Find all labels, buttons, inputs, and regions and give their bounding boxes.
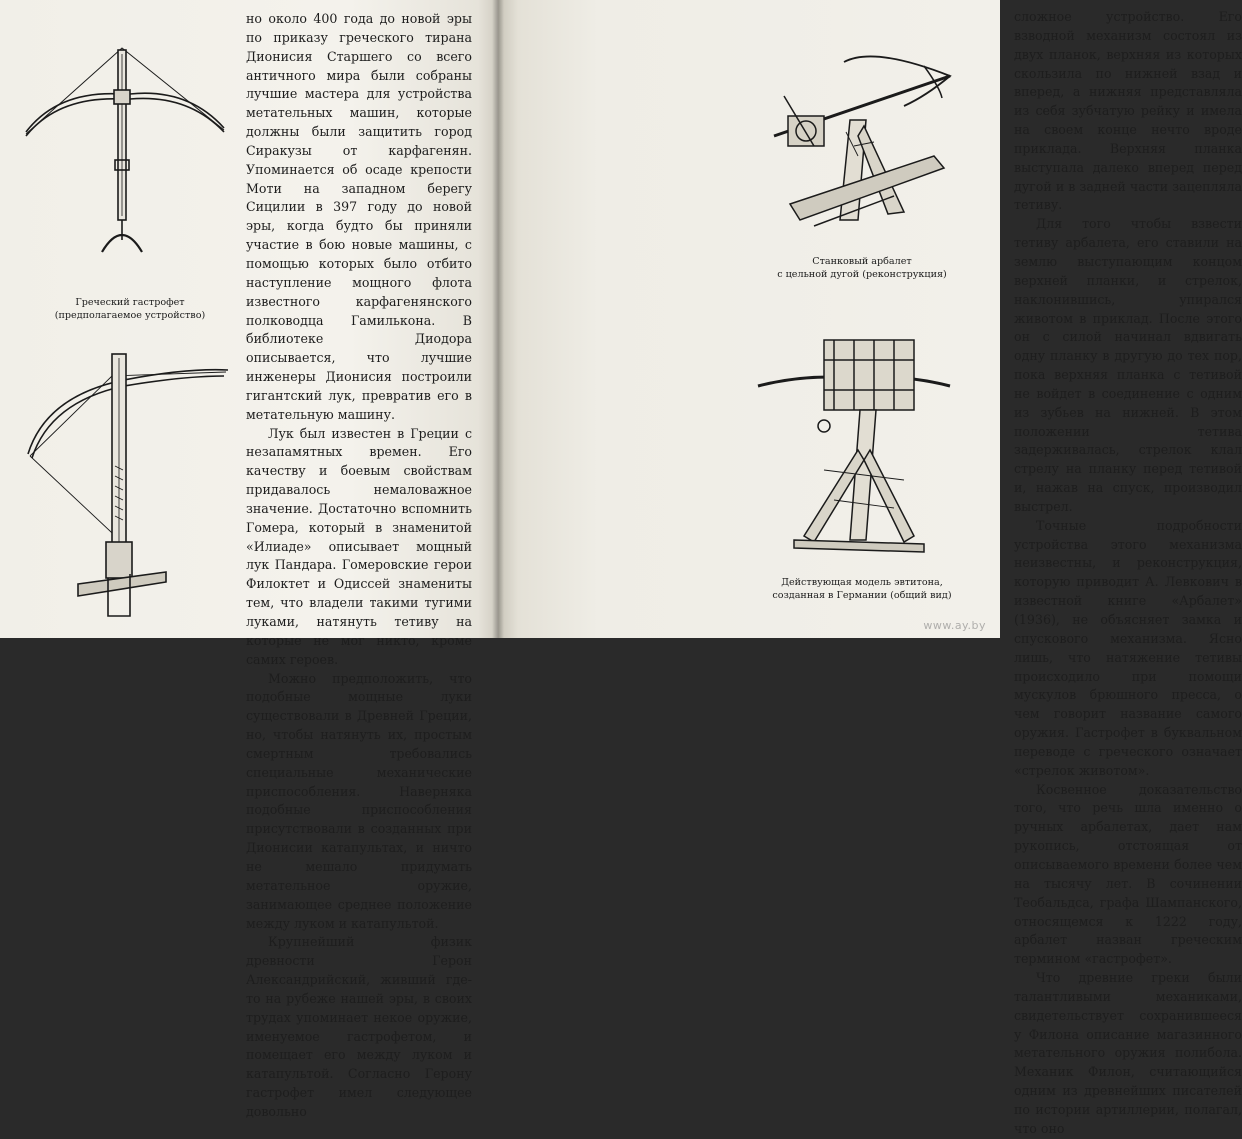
gastrafet-illustration-2 <box>16 346 236 632</box>
stationary-crossbow-illustration <box>754 36 954 236</box>
paragraph: Что древние греки были талантливыми механиками, свидетельствует сохранившееся у Филона описание магазинного метательного оружия полибола. Механик Филон, считающийся одним из древнейших писателей по истории артиллерии, полагал, что оно <box>1014 970 1242 1136</box>
paragraph: Точные подробности устройства этого механизма неизвестны, и реконструкция, которую приводит А. Левкович в известной книге «Арбалет» (1936), не объясняет замка и спускового механизма. Ясно лишь, что натяжение тетивы происходило при помощи мускулов брюшного пресса, о чем говорит название самого оружия. Гастрофет в буквальном переводе с греческого означает «стрелок животом». <box>1014 517 1242 778</box>
euthytone-model-illustration <box>754 330 954 566</box>
right-text-column <box>1014 8 1242 1139</box>
caption-line: Станковый арбалет <box>812 256 912 267</box>
right-page <box>498 0 1242 1136</box>
book-gutter-shadow <box>492 0 504 638</box>
paragraph: Можно предположить, что подобные мощные луки существовали в Древней Греции, но, чтобы натянуть их, простым смертным требовались специальные механические приспособления. Наверняка подобные приспособления присутствовали в созданных при Дионисии катапультах, и ничто не мешало придумать метательное оружие, занимающее среднее положение между луком и катапультой. <box>246 670 472 931</box>
caption-line: (предполагаемое устройство) <box>54 310 206 321</box>
figure-caption-euthytone-model <box>762 576 962 602</box>
caption-line: Действующая модель эвтитона, <box>781 577 943 588</box>
gastrafet-illustration-1 <box>18 40 232 262</box>
caption-line: Греческий гастрофет <box>75 297 185 308</box>
caption-line: с цельной дугой (реконструкция) <box>777 269 947 280</box>
paragraph: сложное устройство. Его взводной механизм состоял из двух планок, верхняя из которых скользила по нижней взад и вперед, а нижняя представляла из себя зубчатую рейку и имела на своем конце нечто вроде приклада. Верхняя планка выступала далеко вперед перед дугой и в задней части зацепляла тетиву. <box>1014 9 1242 213</box>
watermark: www.ay.by <box>923 619 986 632</box>
paragraph: Крупнейший физик древности Герон Александрийский, живший где-то на рубеже нашей эры, в своих трудах упоминает некое оружие, именуемое гастрофетом, и помещает его между луком и катапультой. Согласно Герону гастрофет имел следующее довольно <box>246 934 472 1119</box>
paragraph: Для того чтобы взвести тетиву арбалета, его ставили на землю выступающим концом верхней планки, и стрелок, наклонившись, упирался животом в приклад. После этого он с силой начинал вдвигать одну планку в другую до тех пор, пока верхняя планка с тетивой не войдет в соединение с одним из зубьев на нижней. В этом положении тетива задерживалась, стрелок клал стрелу на планку перед тетивой и, нажав на спуск, производил выстрел. <box>1014 216 1242 514</box>
paragraph: Лук был известен в Греции с незапамятных времен. Его качеству и боевым свойствам придавалось немаловажное значение. Достаточно вспомнить Гомера, который в знаменитой «Илиаде» описывает мощный лук Пандара. Гомеровские герои Филоктет и Одиссей знамениты тем, что владели такими тугими луками, натянуть тетиву на которые не мог никто, кроме самих героев. <box>246 425 472 667</box>
figure-caption-stationary-crossbow <box>762 255 962 281</box>
figure-caption-gastrafet <box>30 296 230 322</box>
paragraph: Косвенное доказательство того, что речь шла именно о ручных арбалетах, дает нам рукопись, отстоящая от описываемого времени более чем на тысячу лет. В сочинении Теобальдса, графа Шампанского, относящемся к 1222 году, арбалет назван греческим термином «гастрофет». <box>1014 781 1242 967</box>
left-text-column <box>246 10 472 1122</box>
paragraph: но около 400 года до новой эры по приказу греческого тирана Дионисия Старшего со всего античного мира были собраны лучшие мастера для устройства метательных машин, которые должны были защитить город Сиракузы от карфагенян. Упоминается об осаде крепости Моти на западном берегу Сицилии в 397 году до новой эры, когда будто бы приняли участие в бою новые машины, с помощью которых было отбито наступление мощного флота известного карфагенянского полководца Гамилькона. В библиотеке Диодора описывается, что лучшие инженеры Дионисия построили гигантский лук, превратив его в метательную машину. <box>246 11 472 422</box>
left-page <box>0 0 498 1119</box>
caption-line: созданная в Германии (общий вид) <box>772 590 952 601</box>
